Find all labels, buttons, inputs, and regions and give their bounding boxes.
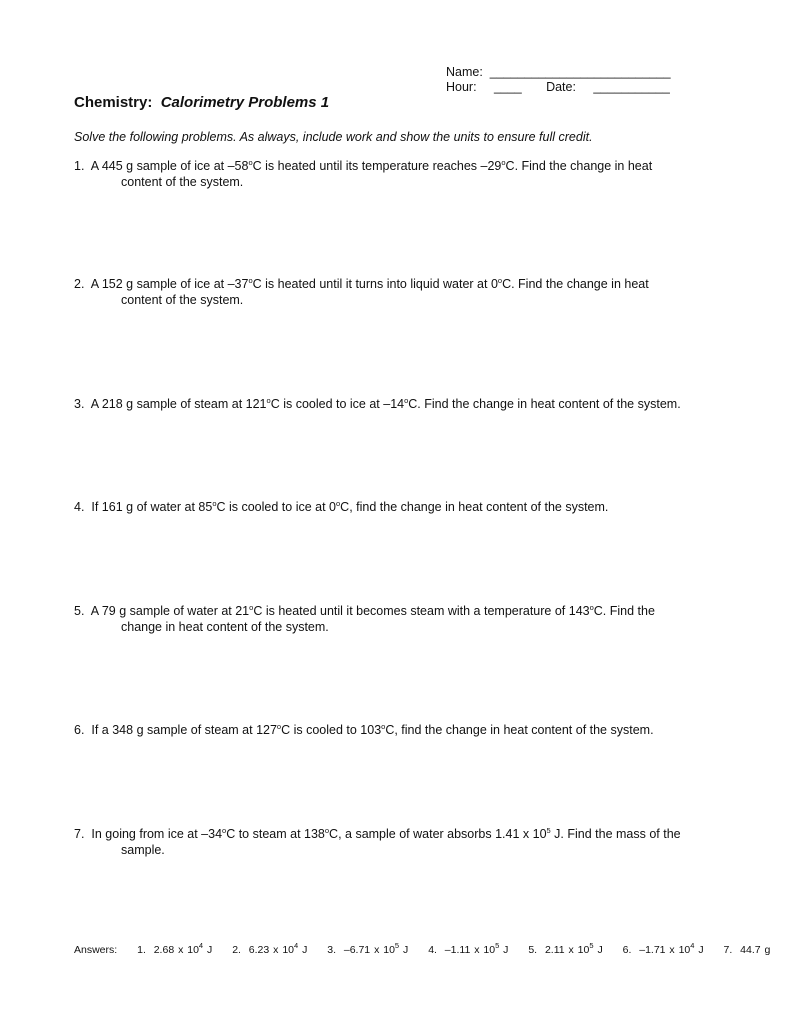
- date-label: Date:: [546, 80, 576, 94]
- name-field: [446, 65, 671, 80]
- instructions: Solve the following problems. As always, include work and show the units to ensure full credit.: [74, 130, 593, 144]
- title-sub: Calorimetry Problems 1: [160, 94, 330, 111]
- date-blank: ___________: [593, 80, 670, 94]
- hour-blank: ____: [493, 80, 522, 94]
- problem-1: 1. A 445 g sample of ice at –58$^o$C is heated until its temperature reaches –29$^o$C. Find the change in heat content of the system.: [74, 158, 653, 189]
- hour-date-field: [446, 80, 670, 95]
- answer-4: 4. –1.11 x $10^5$ J: [428, 941, 509, 956]
- problem-4: 4. If 161 g of water at 85$^o$C is cooled to ice at 0$^o$C, find the change in heat content of the system.: [74, 499, 609, 514]
- answer-5: 5. 2.11 x $10^5$ J: [528, 941, 603, 956]
- answer-1: 1. 2.68 x $10^4$ J: [137, 941, 213, 956]
- name-label: Name:: [446, 65, 483, 79]
- title-main: Chemistry:: [74, 94, 153, 111]
- answer-key: [74, 941, 771, 956]
- answers-label: Answers:: [74, 944, 118, 956]
- answer-2: 2. 6.23 x $10^4$ J: [232, 941, 308, 956]
- answer-3: 3. –6.71 x $10^5$ J: [327, 941, 409, 956]
- name-blank: __________________________: [489, 65, 671, 79]
- problem-7: 7. In going from ice at –34$^o$C to steam at 138$^o$C, a sample of water absorbs 1.41 x $10^5$ J. Find the mass of the sample.: [74, 826, 681, 857]
- hour-label: Hour:: [446, 80, 477, 94]
- problem-6: 6. If a 348 g sample of steam at 127$^o$C is cooled to 103$^o$C, find the change in heat content of the system.: [74, 722, 654, 737]
- answer-6: 6. –1.71 x $10^4$ J: [622, 941, 704, 956]
- problem-3: 3. A 218 g sample of steam at 121$^o$C is cooled to ice at –14$^o$C. Find the change in heat content of the system.: [74, 396, 681, 411]
- answer-7: 7. 44.7 g: [723, 944, 771, 956]
- page-title: [74, 94, 329, 111]
- problem-5: 5. A 79 g sample of water at 21$^o$C is heated until it becomes steam with a temperature of 143$^o$C. Find the change in heat content of the system.: [74, 603, 655, 634]
- problem-2: 2. A 152 g sample of ice at –37$^o$C is heated until it turns into liquid water at 0$^o$C. Find the change in heat content of the system.: [74, 276, 649, 307]
